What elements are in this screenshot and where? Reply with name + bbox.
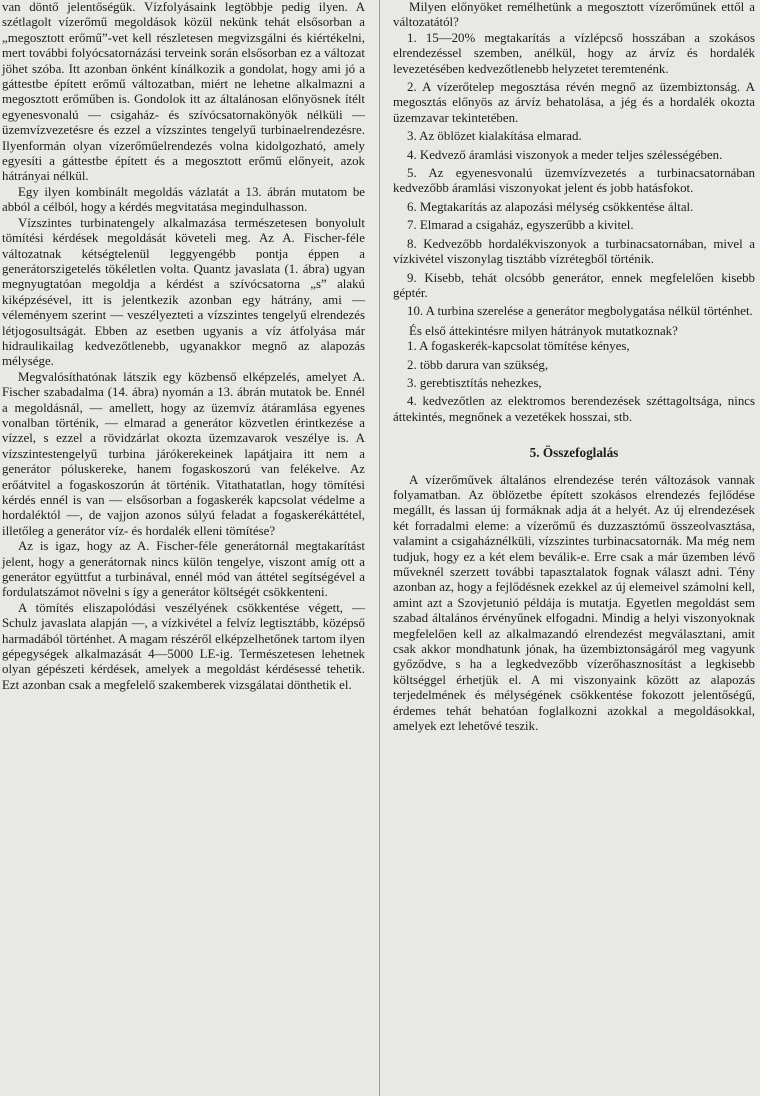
advantage-item: 10. A turbina szerelése a generátor megbolygatása nélkül történhet.	[407, 304, 753, 319]
disadvantages-list	[393, 339, 755, 425]
advantage-item: 6. Megtakarítás az alapozási mélység csökkentése által.	[407, 199, 694, 214]
disadvantage-item: 4. kedvezőtlen az elektromos berendezések széttagoltsága, nincs áttekintés, megnőnek a vezetékek hosszai, stb.	[393, 394, 755, 424]
advantages-list	[393, 31, 755, 320]
disadvantage-item: 1. A fogaskerék-kapcsolat tömítése kényes,	[407, 339, 630, 354]
right-column	[393, 0, 755, 734]
advantage-item: 2. A vízerőtelep megosztása révén megnő az üzembiztonság. A megosztás előnyös az árvíz behatolása, a jég és a hordalék okozta üzemzavar tekintetében.	[393, 80, 755, 125]
left-paragraph-1: van döntő jelentőségük. Vízfolyásaink legtöbbje pedig ilyen. A szétlagolt vízerőmű megoldások közül nekünk tehát elsősorban a „megosztott erőmű”-vet kell részletesen megvizsgálni és kiértékelni, mert további folyócsatornázási terveink során elsősorban ez a változat jöhet szóba. Itt azonban önként kínálkozik a gondolat, hogy ami jó a gáttestbe épített erőmű változatban, miért ne lehetne alkalmazni a megosztott erőműben is. Gondolok itt az általánosan előnyösnek ítélt egyenesvonalú — csigaház- és szívócsatornakönyök nélküli — üzemvízvezetésre és ezzel a vízszintes tengelyű turbinaelrendezésre. Ilyenformán olyan vízerőműelrendezés volna kidolgozható, amely egyesíti a gáttestbe épített és a megosztott erőmű előnyeit, azok hátrányai nélkül.	[2, 0, 365, 184]
summary-paragraph: A vízerőművek általános elrendezése terén változások vannak folyamatban. Az öblözetbe épített szokásos elrendezés fejlődése megállt, és lassan új formáknak adja át a helyét. Az új elrendezések két forradalmi eleme: a vízerőmű és duzzasztómű összeolvasztása, valamint a csigaháznélküli, vízszintes turbinacsatornák. Ma még nem tudjuk, hogy ez a két elem beválik-e. Erre csak a már üzemben lévő műveknél szerzett további tapasztalatok fognak választ adni. Tény azonban az, hogy a fejlődésnek ezekkel az új elemeivel számolni kell, amint azt a Szovjetunió példája is mutatja. Egyetlen megoldást sem szabad általános érvényűnek elfogadni. Mindig a helyi viszonyoknak megfelelően kell az alkalmazandó elrendezést megválasztani, amit csak akkor mondhatunk jónak, ha üzembiztonságáról meg vagyunk győződve, s ha a legkedvezőbb vízerőhasznosítást a legkisebb költséggel érhetjük el. A mi viszonyaink között az alapozás terjedelmének és mélységének csökkentése fokozott jelentőségű, érdemes tehát behatóan foglalkozni azokkal a megoldásokkal, amelyek ezt lehetővé teszik.	[393, 472, 755, 734]
advantage-item: 5. Az egyenesvonalú üzemvízvezetés a turbinacsatornában kedvezőbb áramlási viszonyokat jelent és jobb hatásfokot.	[393, 166, 755, 196]
left-paragraph-2: Egy ilyen kombinált megoldás vázlatát a 13. ábrán mutatom be abból a célból, hogy a kérdés megvitatása megindulhasson.	[2, 184, 365, 215]
disadvantage-item: 2. több darura van szükség,	[407, 357, 549, 372]
disadvantage-item: 3. gerebtisztítás nehezkes,	[407, 375, 542, 390]
left-paragraph-3: Vízszintes turbinatengely alkalmazása természetesen bonyolult tömítési kérdések megoldását követeli meg. Az A. Fischer-féle változatnak kétségtelenül leggyengébb pontja éppen a generátorszigetelés tökéletlen volta. Quantz javaslata (1. ábra) ugyan megnyugtatóan megoldja a kérdést a szívócsatorna „s” alakú kiképzésével, itt is jelentkezik azonban egy hátrány, ami — véleményem szerint — veszélyezteti a vízszintes tengelyű elrendezés létjogosultságát. Ebben az esetben ugyanis a víz átfolyása már hidraulikailag kedvezőtlenebb, ugyanakkor megnő az alapozás mélysége.	[2, 215, 365, 369]
advantage-item: 9. Kisebb, tehát olcsóbb generátor, ennek megfelelően kisebb géptér.	[393, 270, 755, 300]
section-heading: 5. Összefoglalás	[529, 445, 619, 461]
left-paragraph-4: Megvalósíthatónak látszik egy közbenső elképzelés, amelyet A. Fischer szabadalma (14. ábra) nyomán a 13. ábrán mutatok be. Ennél a megoldásnál, — amellett, hogy az üzemvíz átáramlása egyenes vonalban történik, — elmarad a generátor közvetlen érintkezése a vízzel, s ezzel a rövidzárlat okozta üzemzavarok veszélye is. A vízszintestengelyű turbina járókerekeinek lapátjaira itt nem a generátor póluskereke, hanem fogaskoszorú van felékelve. Az erőátvitel a fogaskoszorún át történik. Vitathatatlan, hogy tömítési kérdés ennél is van — elsősorban a fogaskerék kapcsolat védelme a hordaléktól —, de vajjon azonos súlyú feladat a fogaskerékáttétel, illetőleg a generátor víz- és hordalék elleni tömítése?	[2, 369, 365, 538]
advantage-item: 1. 15—20% megtakarítás a vízlépcső hosszában a szokásos elrendezéssel szemben, anélkül, hogy az árvíz és hordalék levezetésében kedvezőtlenebb helyzetet teremtenénk.	[393, 30, 755, 76]
advantage-item: 4. Kedvező áramlási viszonyok a meder teljes szélességében.	[407, 147, 723, 162]
left-column	[2, 0, 365, 693]
advantage-item: 7. Elmarad a csigaház, egyszerűbb a kivitel.	[407, 218, 634, 233]
left-paragraph-5: Az is igaz, hogy az A. Fischer-féle generátornál megtakarítást jelent, hogy a generátornak nincs külön tengelye, viszont amíg ott a generátor együttfut a turbinával, ennél mód van áttétel segítségével a fordulatszámot növelni s így a generátor költségét csökkenteni.	[2, 539, 365, 600]
left-paragraph-6: A tömítés eliszapolódási veszélyének csökkentése végett, — Schulz javaslata alapján —, a vízkivétel a felvíz legtisztább, középső harmadából történhet. A magam részéről elképzelhetőnek tartom ilyen gépegységek alkalmazását 4—5000 LE-ig. Természetesen lehetnek olyan gépészeti kérdések, amelyek a megoldást kérdésessé tehetik. Ezt azonban csak a megfelelő szakemberek vizsgálatai dönthetik el.	[2, 600, 365, 692]
advantage-item: 3. Az öblözet kialakítása elmarad.	[407, 129, 582, 144]
advantage-item: 8. Kedvezőbb hordalékviszonyok a turbinacsatornában, mivel a vízkivétel viszonylag tisztább vízrétegből történik.	[393, 236, 755, 267]
advantages-intro: Milyen előnyöket remélhetünk a megosztott vízerőműnek ettől a változatától?	[393, 0, 755, 30]
disadvantages-question: És első áttekintésre milyen hátrányok mutatkoznak?	[409, 323, 678, 338]
column-divider	[379, 0, 380, 1096]
